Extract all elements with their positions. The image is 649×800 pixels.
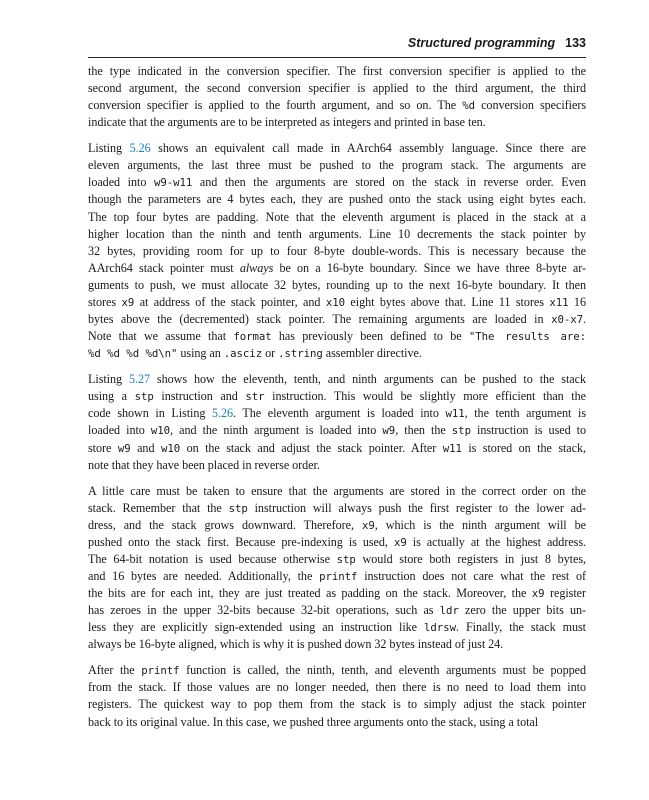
text-span: instruction. This would be slightly more efficient than the — [264, 389, 586, 404]
code-span: printf — [141, 664, 180, 678]
text-line — [88, 483, 586, 500]
text-span: back to its original value. In this case, we pushed three arguments onto the stack, using a total — [88, 714, 539, 729]
text-span: . — [583, 312, 586, 327]
code-span: x9 — [121, 296, 135, 310]
code-span: x9 — [531, 587, 545, 601]
text-span: and — [130, 440, 161, 455]
text-line — [88, 457, 586, 474]
text-span: 32 bytes, providing room for up to four 8-byte double-words. This is necessary because the — [88, 243, 586, 258]
text-line — [88, 226, 586, 243]
text-span: shows how the eleventh, tenth, and ninth arguments can be pushed to the stack — [150, 372, 586, 387]
text-span: conversion specifier is applied to the fourth argument, and so on. The — [88, 98, 463, 113]
code-span: stp — [451, 424, 471, 438]
text-span: After the — [88, 663, 142, 678]
code-span: w9 — [117, 441, 131, 455]
text-line — [88, 440, 586, 457]
text-span: conversion specifiers — [474, 98, 587, 113]
text-span: would store both registers in just 8 bytes, — [355, 551, 586, 566]
text-line — [88, 63, 586, 80]
code-span: x11 — [549, 296, 569, 310]
text-line — [88, 209, 586, 226]
text-line — [88, 602, 586, 619]
text-span: eleven arguments, the last three must be pushed to the program stack. The arguments are — [88, 158, 586, 173]
text-span: pushed onto the stack first. Because pre-indexing is used, — [88, 534, 394, 549]
text-span: instruction does not care what the rest of — [357, 569, 587, 584]
code-span: .asciz — [223, 347, 263, 361]
code-span: printf — [319, 570, 358, 584]
text-span: though the parameters are 4 bytes each, they are pushed onto the stack using eight bytes each. — [88, 192, 586, 207]
text-line — [88, 157, 586, 174]
text-span: on the stack and adjust the stack pointer. After — [180, 440, 443, 455]
code-span: w11 — [442, 441, 462, 455]
text-line — [88, 328, 586, 345]
body-text — [88, 63, 586, 739]
text-line — [88, 585, 586, 602]
text-span: store — [88, 440, 118, 455]
code-span: x0-x7 — [551, 313, 583, 327]
text-span: The 64-bit notation is used because otherwise — [88, 551, 337, 566]
text-span: the bits are for each int, they are just treated as padding on the stack. Moreover, the — [88, 586, 532, 601]
text-line — [88, 114, 586, 131]
text-line — [88, 97, 586, 114]
text-span: eight bytes above that. Line 11 stores — [344, 295, 550, 310]
text-span: at address of the stack pointer, and — [134, 295, 326, 310]
text-line — [88, 636, 586, 653]
text-span: or — [262, 346, 279, 361]
text-span: instruction will always push the first register to the lower ad- — [247, 500, 586, 515]
text-span: stack. Remember that the — [88, 500, 229, 515]
code-span: "The results are: — [468, 330, 586, 344]
code-span: stp — [336, 552, 356, 566]
text-line — [88, 405, 586, 422]
paragraph — [88, 662, 586, 730]
code-span: stp — [228, 501, 248, 515]
code-span: x9 — [362, 518, 375, 532]
text-span: . Finally, the stack must — [455, 620, 587, 635]
text-line — [88, 679, 586, 696]
text-span: dress, and the stack grows downward. Therefore, — [88, 517, 363, 532]
code-span: w10 — [160, 441, 181, 455]
text-span: 16 — [568, 295, 586, 310]
text-span: and 16 bytes are needed. Additionally, the — [88, 569, 320, 584]
text-line — [88, 422, 586, 439]
code-span: w10 — [150, 424, 171, 438]
text-span: function is called, the ninth, tenth, and eleventh arguments must be popped — [179, 663, 586, 678]
text-line — [88, 311, 586, 328]
text-span: , the tenth argument is — [464, 406, 586, 421]
text-span: be on a 16-byte boundary. Since we have three 8-byte ar- — [273, 260, 586, 275]
text-span: the type indicated in the conversion specifier. The first conversion specifier is applied to the — [88, 64, 586, 78]
text-line — [88, 191, 586, 208]
text-line — [88, 500, 586, 517]
text-line — [88, 345, 586, 362]
text-span: , and the ninth argument is loaded into — [170, 423, 383, 438]
text-span: The top four bytes are padding. Note that the eleventh argument is placed in the stack at a — [88, 209, 586, 224]
text-span: AArch64 stack pointer must — [88, 260, 240, 275]
text-span: from the stack. If those values are no longer needed, then there is no need to load them into — [88, 680, 586, 695]
listing-link[interactable]: 5.26 — [129, 141, 151, 156]
emphasis: always — [239, 260, 274, 275]
text-span: zero the upper bits un- — [458, 603, 586, 618]
code-span: %d — [462, 99, 475, 113]
text-span: registers. The quickest way to pop them from the stack is to simply adjust the stack pointer — [88, 697, 586, 712]
text-line — [88, 260, 586, 277]
running-header-title: Structured programming — [407, 36, 556, 50]
text-line — [88, 277, 586, 294]
text-span: higher location than the ninth and tenth arguments. Line 10 decrements the stack pointer by — [88, 226, 586, 241]
listing-link[interactable]: 5.26 — [212, 406, 234, 421]
text-line — [88, 696, 586, 713]
text-line — [88, 371, 586, 388]
text-span: register — [544, 586, 586, 601]
text-span: always be 16-byte aligned, which is why it is pushed down 32 bytes instead of just 24. — [88, 637, 504, 652]
text-span: indicate that the arguments are to be interpreted as integers and printed in base ten. — [88, 115, 486, 130]
text-line — [88, 243, 586, 260]
text-span: has zeroes in the upper 32-bits because 32-bit operations, such as — [88, 603, 440, 618]
text-line — [88, 714, 586, 731]
header-rule — [88, 57, 586, 58]
text-span: shows an equivalent call made in AArch64 assembly language. Since there are — [150, 141, 586, 156]
listing-link[interactable]: 5.27 — [128, 372, 151, 387]
code-span: x9 — [393, 535, 407, 549]
code-span: ldrsw — [424, 621, 456, 635]
text-line — [88, 140, 586, 157]
text-span: A little care must be taken to ensure that the arguments are stored in the correct order on the — [88, 483, 586, 498]
code-span: w11 — [445, 407, 465, 421]
text-line — [88, 619, 586, 636]
text-span: has previously been defined to be — [271, 329, 469, 344]
text-line — [88, 534, 586, 551]
text-line — [88, 517, 586, 534]
paragraph — [88, 140, 586, 362]
text-span: . The eleventh argument is loaded into — [233, 406, 446, 421]
text-span: is stored on the stack, — [461, 440, 586, 455]
paragraph — [88, 371, 586, 474]
text-span: , then the — [395, 423, 452, 438]
text-span: Listing — [88, 141, 130, 156]
page-number: 133 — [565, 36, 586, 50]
code-span: w9-w11 — [154, 176, 193, 190]
running-header — [88, 36, 586, 56]
text-span: and then the arguments are stored on the stack in reverse order. Even — [192, 175, 586, 190]
paragraph — [88, 63, 586, 131]
text-span: , which is the ninth argument will be — [374, 517, 587, 532]
text-span: Listing — [88, 372, 129, 387]
code-span: ldr — [439, 604, 459, 618]
code-span: %d %d %d %d\n" — [88, 347, 178, 361]
text-line — [88, 568, 586, 585]
text-span: loaded into — [88, 423, 151, 438]
text-span: bytes above the (decremented) stack pointer. The remaining arguments are loaded in — [88, 312, 552, 327]
text-line — [88, 662, 586, 679]
text-span: less they are explicitly sign-extended using an instruction like — [88, 620, 425, 635]
text-span: using a — [88, 389, 135, 404]
text-span: loaded into — [88, 175, 154, 190]
code-span: stp — [134, 390, 154, 404]
text-line — [88, 174, 586, 191]
text-span: stores — [88, 295, 122, 310]
text-span: is actually at the highest address. — [406, 534, 586, 549]
text-span: note that they have been placed in reverse order. — [88, 457, 320, 472]
code-span: format — [233, 330, 272, 344]
text-span: assembler directive. — [322, 346, 422, 361]
text-line — [88, 80, 586, 97]
text-span: instruction and — [153, 389, 246, 404]
text-line — [88, 551, 586, 568]
code-span: w9 — [382, 424, 396, 438]
code-span: .string — [278, 347, 323, 361]
text-span: instruction is used to — [470, 423, 587, 438]
text-span: guments to push, we must allocate 32 bytes, rounding up to the next 16-byte boundary. It then — [88, 277, 586, 292]
code-span: x10 — [325, 296, 345, 310]
text-span: using an — [177, 346, 224, 361]
text-span: second argument, the second conversion specifier is applied to the third argument, the third — [88, 81, 586, 96]
paragraph — [88, 483, 586, 654]
text-span: Note that we assume that — [88, 329, 234, 344]
code-span: str — [245, 390, 265, 404]
text-line — [88, 388, 586, 405]
text-line — [88, 294, 586, 311]
text-span: code shown in Listing — [88, 406, 212, 421]
